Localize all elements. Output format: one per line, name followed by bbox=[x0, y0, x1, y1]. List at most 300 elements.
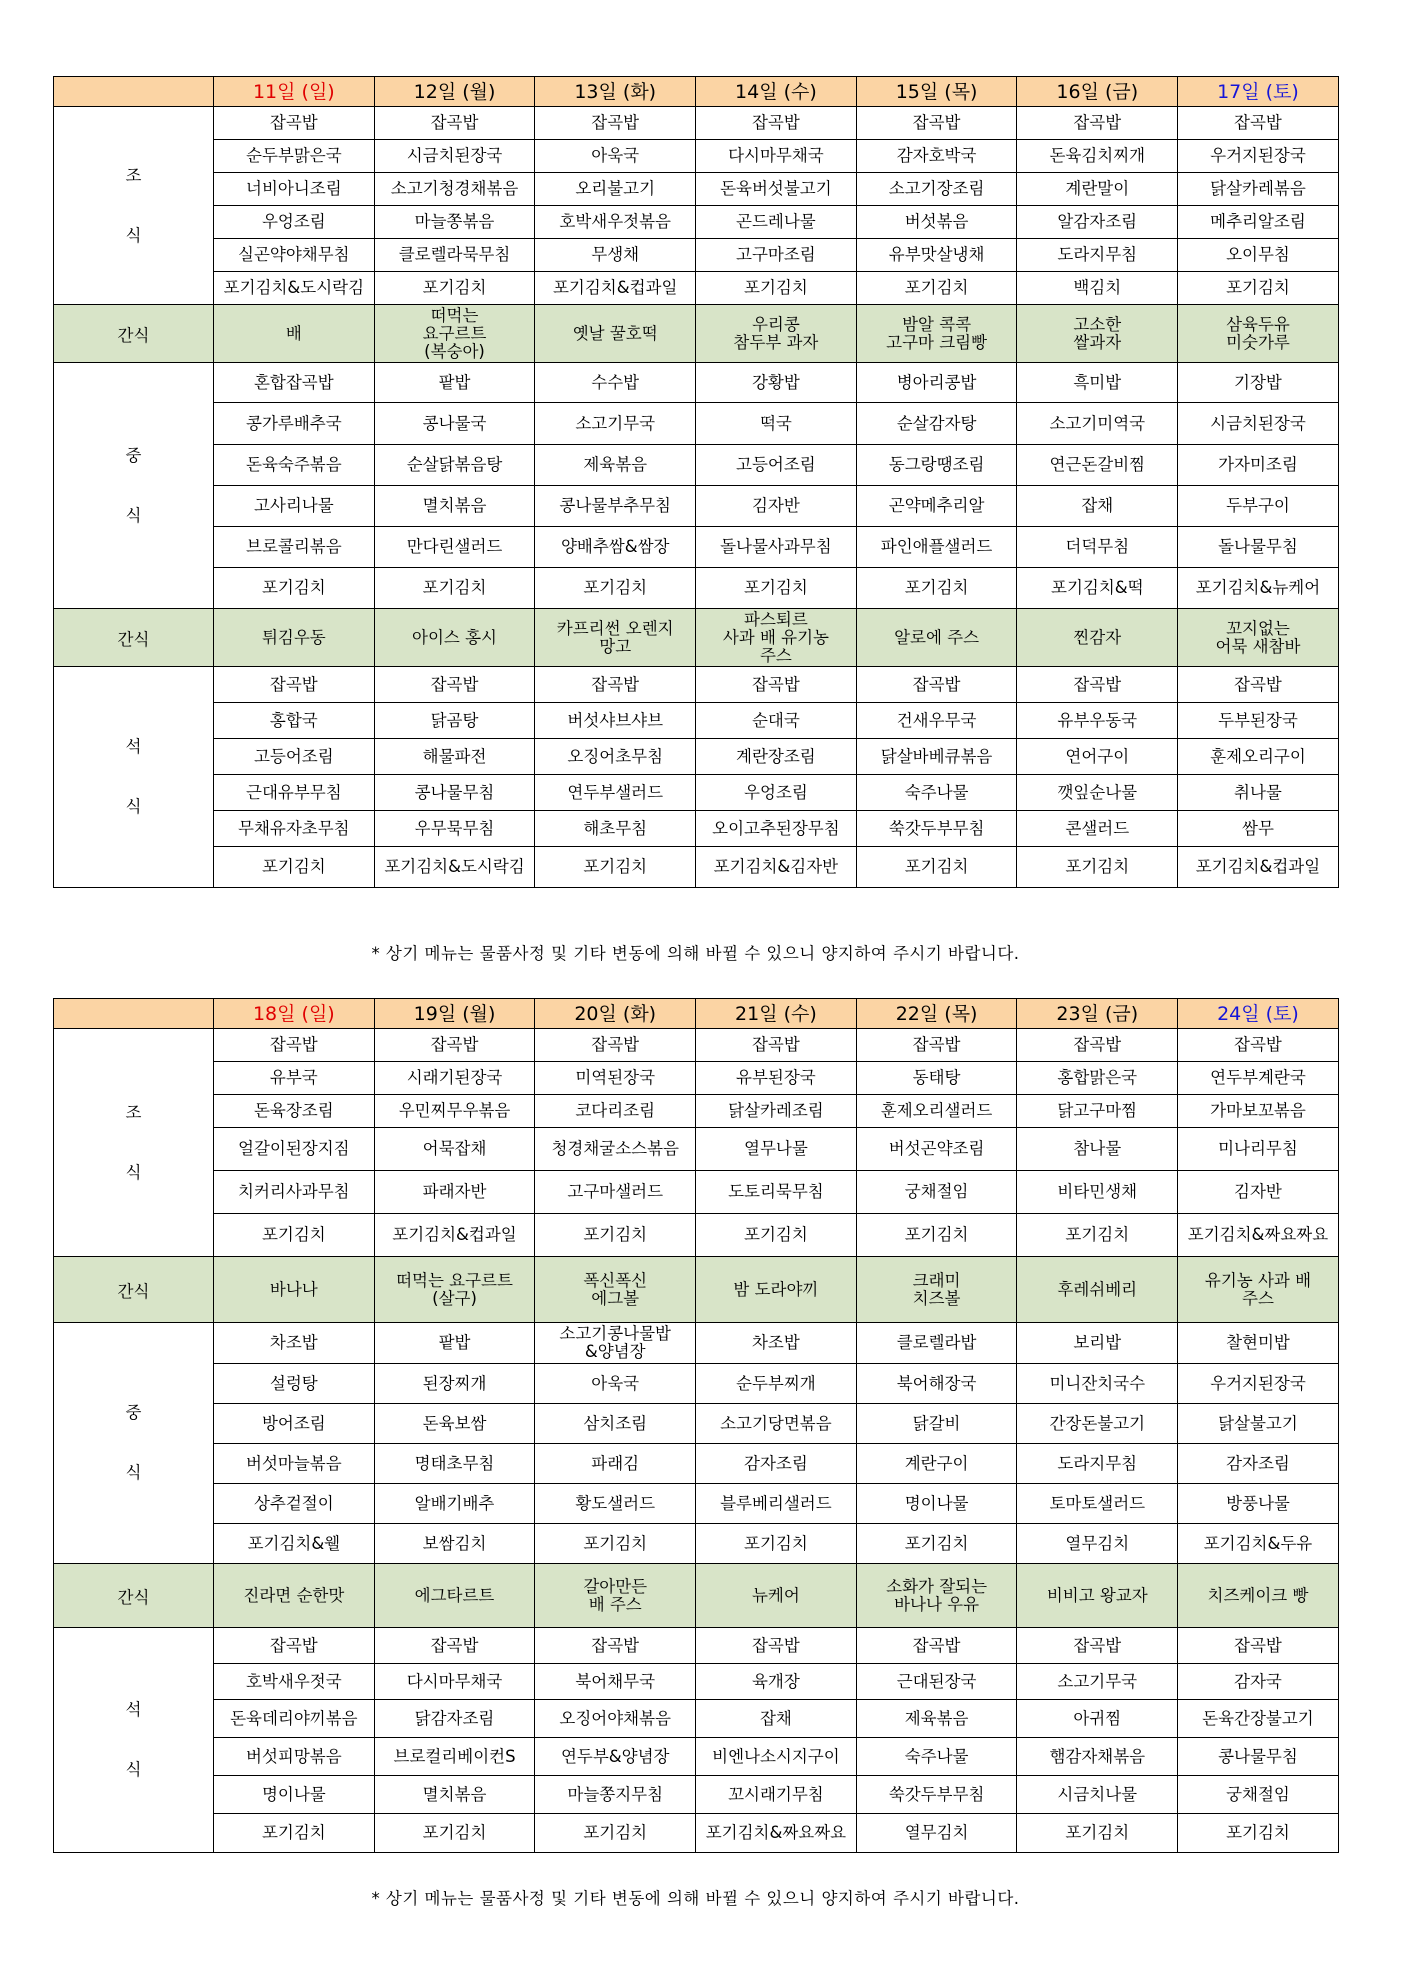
menu-cell: 유부국 bbox=[214, 1062, 375, 1095]
menu-cell: 건새우무국 bbox=[856, 703, 1017, 739]
meal-row bbox=[54, 1776, 1339, 1814]
meal-row bbox=[54, 1128, 1339, 1171]
menu-cell: 잡곡밥 bbox=[374, 1628, 535, 1664]
menu-cell: 양배추쌈&쌈장 bbox=[535, 527, 696, 568]
menu-cell: 미나리무침 bbox=[1178, 1128, 1339, 1171]
menu-cell: 명이나물 bbox=[856, 1484, 1017, 1524]
menu-cell: 훈제오리구이 bbox=[1178, 739, 1339, 775]
menu-cell: 설렁탕 bbox=[214, 1364, 375, 1404]
menu-cell: 코다리조림 bbox=[535, 1095, 696, 1128]
menu-cell: 잡곡밥 bbox=[535, 1628, 696, 1664]
menu-cell: 잡곡밥 bbox=[1178, 107, 1339, 140]
menu-cell: 열무나물 bbox=[696, 1128, 857, 1171]
menu-cell: 찰현미밥 bbox=[1178, 1323, 1339, 1364]
menu-table bbox=[53, 76, 1339, 888]
menu-cell: 소고기미역국 bbox=[1017, 403, 1178, 445]
meal-row bbox=[54, 403, 1339, 445]
menu-change-notice-2: * 상기 메뉴는 물품사정 및 기타 변동에 의해 바뀔 수 있으니 양지하여 주시기 바랍니다. bbox=[371, 1889, 1020, 1908]
menu-cell: 쑥갓두부무침 bbox=[856, 1776, 1017, 1814]
header-corner bbox=[54, 999, 214, 1029]
menu-cell: 포기김치&짜요짜요 bbox=[1178, 1214, 1339, 1257]
menu-cell: 계란장조림 bbox=[696, 739, 857, 775]
menu-cell: 소화가 잘되는 바나나 우유 bbox=[856, 1564, 1017, 1628]
menu-cell: 어묵잡채 bbox=[374, 1128, 535, 1171]
menu-cell: 연두부계란국 bbox=[1178, 1062, 1339, 1095]
menu-cell: 참나물 bbox=[1017, 1128, 1178, 1171]
week-1-menu-table bbox=[53, 76, 1338, 888]
menu-cell: 계란말이 bbox=[1017, 173, 1178, 206]
menu-cell: 잡곡밥 bbox=[696, 1628, 857, 1664]
menu-cell: 포기김치 bbox=[374, 568, 535, 609]
menu-cell: 근대유부무침 bbox=[214, 775, 375, 811]
menu-cell: 아이스 홍시 bbox=[374, 609, 535, 667]
menu-cell: 두부된장국 bbox=[1178, 703, 1339, 739]
snack-row bbox=[54, 1257, 1339, 1323]
menu-cell: 연두부&양념장 bbox=[535, 1738, 696, 1776]
menu-cell: 진라면 순한맛 bbox=[214, 1564, 375, 1628]
menu-cell: 포기김치 bbox=[696, 1524, 857, 1564]
meal-label: 중 식 bbox=[54, 1323, 214, 1564]
menu-cell: 수수밥 bbox=[535, 363, 696, 403]
menu-cell: 잡곡밥 bbox=[535, 1029, 696, 1062]
menu-cell: 잡곡밥 bbox=[1017, 667, 1178, 703]
menu-cell: 연어구이 bbox=[1017, 739, 1178, 775]
menu-cell: 순살닭볶음탕 bbox=[374, 445, 535, 486]
menu-cell: 알감자조림 bbox=[1017, 206, 1178, 239]
menu-cell: 두부구이 bbox=[1178, 486, 1339, 527]
menu-cell: 아욱국 bbox=[535, 1364, 696, 1404]
menu-cell: 잡곡밥 bbox=[856, 107, 1017, 140]
menu-cell: 옛날 꿀호떡 bbox=[535, 305, 696, 363]
menu-cell: 기장밥 bbox=[1178, 363, 1339, 403]
menu-cell: 고소한 쌀과자 bbox=[1017, 305, 1178, 363]
menu-cell: 잡곡밥 bbox=[535, 667, 696, 703]
menu-cell: 보쌈김치 bbox=[374, 1524, 535, 1564]
menu-cell: 잡곡밥 bbox=[374, 1029, 535, 1062]
menu-cell: 오징어야채볶음 bbox=[535, 1700, 696, 1738]
menu-cell: 곤약메추리알 bbox=[856, 486, 1017, 527]
day-header-row bbox=[54, 999, 1339, 1029]
menu-cell: 버섯피망볶음 bbox=[214, 1738, 375, 1776]
menu-cell: 포기김치&도시락김 bbox=[374, 847, 535, 888]
menu-cell: 떠먹는 요구르트 (복숭아) bbox=[374, 305, 535, 363]
meal-row bbox=[54, 140, 1339, 173]
menu-cell: 곤드레나물 bbox=[696, 206, 857, 239]
menu-cell: 폭신폭신 에그볼 bbox=[535, 1257, 696, 1323]
menu-cell: 클로렐라묵무침 bbox=[374, 239, 535, 272]
meal-row bbox=[54, 1062, 1339, 1095]
day-header: 24일 (토) bbox=[1178, 999, 1339, 1029]
menu-cell: 제육볶음 bbox=[856, 1700, 1017, 1738]
menu-cell: 도라지무침 bbox=[1017, 1444, 1178, 1484]
menu-cell: 돌나물무침 bbox=[1178, 527, 1339, 568]
menu-cell: 궁채절임 bbox=[1178, 1776, 1339, 1814]
menu-cell: 콘샐러드 bbox=[1017, 811, 1178, 847]
menu-cell: 브로컬리베이컨S bbox=[374, 1738, 535, 1776]
menu-cell: 포기김치 bbox=[214, 1214, 375, 1257]
menu-cell: 유부된장국 bbox=[696, 1062, 857, 1095]
menu-cell: 순두부찌개 bbox=[696, 1364, 857, 1404]
menu-cell: 감자조림 bbox=[1178, 1444, 1339, 1484]
menu-cell: 시래기된장국 bbox=[374, 1062, 535, 1095]
meal-label: 석 식 bbox=[54, 1628, 214, 1853]
menu-cell: 상추겉절이 bbox=[214, 1484, 375, 1524]
menu-cell: 가마보꼬볶음 bbox=[1178, 1095, 1339, 1128]
menu-cell: 포기김치 bbox=[535, 1814, 696, 1853]
menu-cell: 브로콜리볶음 bbox=[214, 527, 375, 568]
menu-cell: 소고기장조림 bbox=[856, 173, 1017, 206]
menu-cell: 포기김치 bbox=[1017, 1214, 1178, 1257]
menu-cell: 알배기배추 bbox=[374, 1484, 535, 1524]
menu-cell: 닭곰탕 bbox=[374, 703, 535, 739]
meal-row bbox=[54, 272, 1339, 305]
menu-cell: 카프리썬 오렌지 망고 bbox=[535, 609, 696, 667]
menu-cell: 콩가루배추국 bbox=[214, 403, 375, 445]
menu-cell: 도토리묵무침 bbox=[696, 1171, 857, 1214]
meal-row bbox=[54, 239, 1339, 272]
menu-cell: 다시마무채국 bbox=[696, 140, 857, 173]
menu-cell: 깻잎순나물 bbox=[1017, 775, 1178, 811]
menu-cell: 마늘쫑지무침 bbox=[535, 1776, 696, 1814]
meal-row bbox=[54, 206, 1339, 239]
day-header: 11일 (일) bbox=[214, 77, 375, 107]
menu-cell: 파래김 bbox=[535, 1444, 696, 1484]
menu-cell: 포기김치&두유 bbox=[1178, 1524, 1339, 1564]
menu-cell: 만다린샐러드 bbox=[374, 527, 535, 568]
menu-cell: 동태탕 bbox=[856, 1062, 1017, 1095]
menu-cell: 잡곡밥 bbox=[214, 667, 375, 703]
menu-cell: 포기김치&웰 bbox=[214, 1524, 375, 1564]
menu-cell: 포기김치 bbox=[856, 272, 1017, 305]
menu-cell: 잡곡밥 bbox=[374, 107, 535, 140]
menu-cell: 소고기당면볶음 bbox=[696, 1404, 857, 1444]
menu-cell: 꼬지없는 어묵 새참바 bbox=[1178, 609, 1339, 667]
day-header: 22일 (목) bbox=[856, 999, 1017, 1029]
menu-cell: 닭살불고기 bbox=[1178, 1404, 1339, 1444]
menu-cell: 북어채무국 bbox=[535, 1664, 696, 1700]
menu-cell: 시금치된장국 bbox=[374, 140, 535, 173]
menu-cell: 크래미 치즈볼 bbox=[856, 1257, 1017, 1323]
menu-cell: 밤알 콕콕 고구마 크림빵 bbox=[856, 305, 1017, 363]
meal-row bbox=[54, 1814, 1339, 1853]
menu-cell: 유부맛살냉채 bbox=[856, 239, 1017, 272]
menu-cell: 버섯샤브샤브 bbox=[535, 703, 696, 739]
meal-label: 석 식 bbox=[54, 667, 214, 888]
menu-cell: 파래자반 bbox=[374, 1171, 535, 1214]
meal-row bbox=[54, 1444, 1339, 1484]
menu-cell: 도라지무침 bbox=[1017, 239, 1178, 272]
menu-cell: 잡곡밥 bbox=[214, 1628, 375, 1664]
menu-cell: 우무묵무침 bbox=[374, 811, 535, 847]
menu-cell: 백김치 bbox=[1017, 272, 1178, 305]
meal-row bbox=[54, 1664, 1339, 1700]
menu-cell: 감자호박국 bbox=[856, 140, 1017, 173]
menu-cell: 파스퇴르 사과 배 유기농 주스 bbox=[696, 609, 857, 667]
menu-cell: 잡곡밥 bbox=[1017, 1029, 1178, 1062]
menu-cell: 쑥갓두부무침 bbox=[856, 811, 1017, 847]
menu-cell: 청경채굴소스볶음 bbox=[535, 1128, 696, 1171]
menu-cell: 비엔나소시지구이 bbox=[696, 1738, 857, 1776]
menu-cell: 포기김치 bbox=[696, 272, 857, 305]
day-header: 19일 (월) bbox=[374, 999, 535, 1029]
menu-cell: 해초무침 bbox=[535, 811, 696, 847]
menu-cell: 닭갈비 bbox=[856, 1404, 1017, 1444]
menu-cell: 소고기청경채볶음 bbox=[374, 173, 535, 206]
menu-cell: 우엉조림 bbox=[214, 206, 375, 239]
menu-cell: 포기김치&뉴케어 bbox=[1178, 568, 1339, 609]
menu-cell: 삼육두유 미숫가루 bbox=[1178, 305, 1339, 363]
day-header: 18일 (일) bbox=[214, 999, 375, 1029]
menu-cell: 오이고추된장무침 bbox=[696, 811, 857, 847]
meal-label: 조 식 bbox=[54, 1029, 214, 1257]
day-header: 15일 (목) bbox=[856, 77, 1017, 107]
menu-cell: 병아리콩밥 bbox=[856, 363, 1017, 403]
menu-cell: 잡곡밥 bbox=[856, 1029, 1017, 1062]
menu-cell: 찐감자 bbox=[1017, 609, 1178, 667]
meal-row bbox=[54, 527, 1339, 568]
day-header: 14일 (수) bbox=[696, 77, 857, 107]
menu-cell: 육개장 bbox=[696, 1664, 857, 1700]
menu-cell: 된장찌개 bbox=[374, 1364, 535, 1404]
menu-cell: 숙주나물 bbox=[856, 775, 1017, 811]
menu-cell: 계란구이 bbox=[856, 1444, 1017, 1484]
menu-cell: 잡곡밥 bbox=[374, 667, 535, 703]
menu-cell: 아욱국 bbox=[535, 140, 696, 173]
day-header-row bbox=[54, 77, 1339, 107]
menu-cell: 명태초무침 bbox=[374, 1444, 535, 1484]
menu-cell: 포기김치&도시락김 bbox=[214, 272, 375, 305]
meal-row bbox=[54, 1323, 1339, 1364]
meal-row bbox=[54, 486, 1339, 527]
menu-cell: 혼합잡곡밥 bbox=[214, 363, 375, 403]
menu-cell: 감자국 bbox=[1178, 1664, 1339, 1700]
menu-cell: 포기김치&컵과일 bbox=[1178, 847, 1339, 888]
menu-cell: 콩나물부추무침 bbox=[535, 486, 696, 527]
meal-row bbox=[54, 667, 1339, 703]
menu-cell: 포기김치 bbox=[535, 568, 696, 609]
menu-cell: 돈육장조림 bbox=[214, 1095, 375, 1128]
menu-cell: 잡곡밥 bbox=[1178, 1628, 1339, 1664]
menu-cell: 클로렐라밥 bbox=[856, 1323, 1017, 1364]
menu-cell: 배 bbox=[214, 305, 375, 363]
menu-cell: 방어조림 bbox=[214, 1404, 375, 1444]
menu-cell: 후레쉬베리 bbox=[1017, 1257, 1178, 1323]
snack-row bbox=[54, 609, 1339, 667]
menu-cell: 돈육버섯불고기 bbox=[696, 173, 857, 206]
menu-cell: 호박새우젓볶음 bbox=[535, 206, 696, 239]
menu-cell: 소고기무국 bbox=[1017, 1664, 1178, 1700]
menu-cell: 실곤약야채무침 bbox=[214, 239, 375, 272]
menu-cell: 순대국 bbox=[696, 703, 857, 739]
menu-cell: 비비고 왕교자 bbox=[1017, 1564, 1178, 1628]
menu-cell: 순살감자탕 bbox=[856, 403, 1017, 445]
menu-cell: 포기김치&떡 bbox=[1017, 568, 1178, 609]
menu-cell: 순두부맑은국 bbox=[214, 140, 375, 173]
day-header: 20일 (화) bbox=[535, 999, 696, 1029]
meal-row bbox=[54, 1364, 1339, 1404]
menu-cell: 돈육간장불고기 bbox=[1178, 1700, 1339, 1738]
menu-cell: 보리밥 bbox=[1017, 1323, 1178, 1364]
menu-cell: 포기김치 bbox=[696, 1214, 857, 1257]
menu-cell: 고구마샐러드 bbox=[535, 1171, 696, 1214]
menu-cell: 얼갈이된장지짐 bbox=[214, 1128, 375, 1171]
day-header: 23일 (금) bbox=[1017, 999, 1178, 1029]
day-header: 21일 (수) bbox=[696, 999, 857, 1029]
meal-row bbox=[54, 703, 1339, 739]
menu-cell: 시금치나물 bbox=[1017, 1776, 1178, 1814]
menu-cell: 포기김치&컵과일 bbox=[535, 272, 696, 305]
menu-cell: 근대된장국 bbox=[856, 1664, 1017, 1700]
meal-row bbox=[54, 1484, 1339, 1524]
menu-cell: 미역된장국 bbox=[535, 1062, 696, 1095]
menu-cell: 미니잔치국수 bbox=[1017, 1364, 1178, 1404]
snack-row bbox=[54, 1564, 1339, 1628]
menu-cell: 마늘쫑볶음 bbox=[374, 206, 535, 239]
menu-cell: 우리콩 참두부 과자 bbox=[696, 305, 857, 363]
menu-cell: 연근돈갈비찜 bbox=[1017, 445, 1178, 486]
week-2-menu-table bbox=[53, 998, 1338, 1853]
day-header: 17일 (토) bbox=[1178, 77, 1339, 107]
menu-cell: 가자미조림 bbox=[1178, 445, 1339, 486]
menu-cell: 고등어조림 bbox=[214, 739, 375, 775]
menu-cell: 포기김치 bbox=[856, 847, 1017, 888]
menu-cell: 무생채 bbox=[535, 239, 696, 272]
menu-cell: 감자조림 bbox=[696, 1444, 857, 1484]
menu-cell: 꼬시래기무침 bbox=[696, 1776, 857, 1814]
menu-cell: 잡곡밥 bbox=[214, 1029, 375, 1062]
meal-label: 중 식 bbox=[54, 363, 214, 609]
menu-cell: 홍합맑은국 bbox=[1017, 1062, 1178, 1095]
day-header: 13일 (화) bbox=[535, 77, 696, 107]
menu-cell: 오이무침 bbox=[1178, 239, 1339, 272]
menu-cell: 콩나물무침 bbox=[1178, 1738, 1339, 1776]
menu-cell: 잡채 bbox=[696, 1700, 857, 1738]
menu-cell: 잡곡밥 bbox=[1017, 107, 1178, 140]
menu-cell: 블루베리샐러드 bbox=[696, 1484, 857, 1524]
menu-cell: 알로에 주스 bbox=[856, 609, 1017, 667]
menu-cell: 포기김치 bbox=[374, 272, 535, 305]
snack-row bbox=[54, 305, 1339, 363]
menu-cell: 다시마무채국 bbox=[374, 1664, 535, 1700]
menu-cell: 제육볶음 bbox=[535, 445, 696, 486]
menu-cell: 멸치볶음 bbox=[374, 486, 535, 527]
menu-cell: 닭고구마찜 bbox=[1017, 1095, 1178, 1128]
menu-cell: 우엉조림 bbox=[696, 775, 857, 811]
menu-cell: 포기김치 bbox=[1017, 847, 1178, 888]
snack-label: 간식 bbox=[54, 1257, 214, 1323]
menu-cell: 열무김치 bbox=[856, 1814, 1017, 1853]
menu-cell: 잡곡밥 bbox=[696, 1029, 857, 1062]
menu-cell: 잡곡밥 bbox=[214, 107, 375, 140]
menu-cell: 해물파전 bbox=[374, 739, 535, 775]
menu-cell: 잡곡밥 bbox=[696, 667, 857, 703]
menu-cell: 훈제오리샐러드 bbox=[856, 1095, 1017, 1128]
menu-cell: 에그타르트 bbox=[374, 1564, 535, 1628]
menu-cell: 토마토샐러드 bbox=[1017, 1484, 1178, 1524]
menu-cell: 닭살카레조림 bbox=[696, 1095, 857, 1128]
snack-label: 간식 bbox=[54, 305, 214, 363]
menu-cell: 포기김치&김자반 bbox=[696, 847, 857, 888]
menu-cell: 우거지된장국 bbox=[1178, 140, 1339, 173]
menu-cell: 차조밥 bbox=[214, 1323, 375, 1364]
menu-cell: 김자반 bbox=[1178, 1171, 1339, 1214]
menu-cell: 강황밥 bbox=[696, 363, 857, 403]
menu-cell: 시금치된장국 bbox=[1178, 403, 1339, 445]
meal-row bbox=[54, 811, 1339, 847]
menu-cell: 포기김치 bbox=[374, 1814, 535, 1853]
meal-row bbox=[54, 775, 1339, 811]
menu-cell: 잡곡밥 bbox=[535, 107, 696, 140]
menu-cell: 콩나물무침 bbox=[374, 775, 535, 811]
menu-cell: 김자반 bbox=[696, 486, 857, 527]
menu-cell: 바나나 bbox=[214, 1257, 375, 1323]
menu-cell: 닭살카레볶음 bbox=[1178, 173, 1339, 206]
menu-cell: 뉴케어 bbox=[696, 1564, 857, 1628]
menu-cell: 떡국 bbox=[696, 403, 857, 445]
meal-row bbox=[54, 1029, 1339, 1062]
meal-row bbox=[54, 1214, 1339, 1257]
meal-row bbox=[54, 1628, 1339, 1664]
menu-cell: 쌈무 bbox=[1178, 811, 1339, 847]
menu-cell: 고등어조림 bbox=[696, 445, 857, 486]
menu-cell: 궁채절임 bbox=[856, 1171, 1017, 1214]
menu-table bbox=[53, 998, 1339, 1853]
menu-cell: 떠먹는 요구르트 (살구) bbox=[374, 1257, 535, 1323]
menu-cell: 햄감자채볶음 bbox=[1017, 1738, 1178, 1776]
menu-cell: 잡곡밥 bbox=[856, 667, 1017, 703]
menu-cell: 돈육데리야끼볶음 bbox=[214, 1700, 375, 1738]
menu-cell: 북어해장국 bbox=[856, 1364, 1017, 1404]
menu-cell: 우거지된장국 bbox=[1178, 1364, 1339, 1404]
menu-cell: 너비아니조림 bbox=[214, 173, 375, 206]
menu-cell: 버섯마늘볶음 bbox=[214, 1444, 375, 1484]
header-corner bbox=[54, 77, 214, 107]
menu-cell: 잡채 bbox=[1017, 486, 1178, 527]
menu-cell: 치즈케이크 빵 bbox=[1178, 1564, 1339, 1628]
menu-cell: 포기김치 bbox=[535, 847, 696, 888]
menu-cell: 포기김치&짜요짜요 bbox=[696, 1814, 857, 1853]
menu-cell: 포기김치 bbox=[1178, 1814, 1339, 1853]
menu-cell: 유부우동국 bbox=[1017, 703, 1178, 739]
menu-cell: 동그랑땡조림 bbox=[856, 445, 1017, 486]
menu-cell: 우민찌무우볶음 bbox=[374, 1095, 535, 1128]
menu-cell: 더덕무침 bbox=[1017, 527, 1178, 568]
menu-cell: 숙주나물 bbox=[856, 1738, 1017, 1776]
meal-row bbox=[54, 173, 1339, 206]
menu-cell: 포기김치 bbox=[214, 847, 375, 888]
menu-cell: 팥밥 bbox=[374, 363, 535, 403]
menu-cell: 호박새우젓국 bbox=[214, 1664, 375, 1700]
menu-cell: 포기김치 bbox=[856, 1524, 1017, 1564]
menu-cell: 소고기무국 bbox=[535, 403, 696, 445]
menu-cell: 돈육보쌈 bbox=[374, 1404, 535, 1444]
menu-cell: 치커리사과무침 bbox=[214, 1171, 375, 1214]
meal-row bbox=[54, 445, 1339, 486]
menu-cell: 간장돈불고기 bbox=[1017, 1404, 1178, 1444]
menu-cell: 오징어초무침 bbox=[535, 739, 696, 775]
menu-cell: 고구마조림 bbox=[696, 239, 857, 272]
menu-cell: 유기농 사과 배 주스 bbox=[1178, 1257, 1339, 1323]
menu-cell: 버섯곤약조림 bbox=[856, 1128, 1017, 1171]
menu-cell: 삼치조림 bbox=[535, 1404, 696, 1444]
menu-cell: 흑미밥 bbox=[1017, 363, 1178, 403]
menu-cell: 황도샐러드 bbox=[535, 1484, 696, 1524]
menu-cell: 포기김치 bbox=[1178, 272, 1339, 305]
menu-cell: 튀김우동 bbox=[214, 609, 375, 667]
menu-cell: 밤 도라야끼 bbox=[696, 1257, 857, 1323]
menu-cell: 포기김치&컵과일 bbox=[374, 1214, 535, 1257]
meal-row bbox=[54, 363, 1339, 403]
